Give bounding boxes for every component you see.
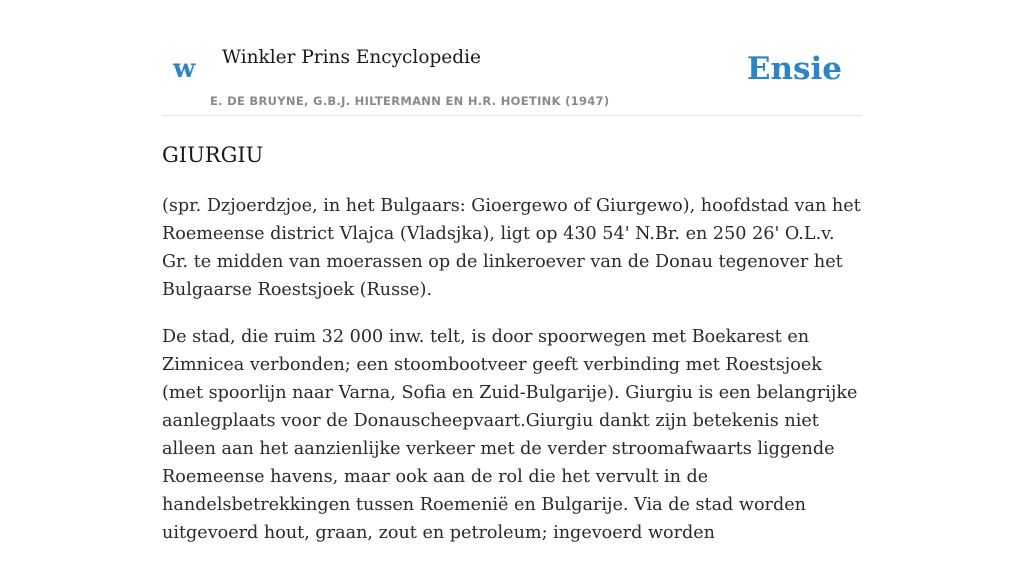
ensie-logo-link[interactable]: Ensie [746,51,842,87]
entry-title: GIURGIU [162,143,264,167]
source-title-link[interactable]: Winkler Prins Encyclopedie [222,47,481,68]
article-paragraph: De stad, die ruim 32 000 inw. telt, is door spoorwegen met Boekarest en Zimnicea verbonden; een stoombootveer geeft verbinding met Roestsjoek (met spoorlijn naar Varna, Sofia en Zuid-Bulgarije). Giurgiu is een belangrijke aanlegplaats voor de Donauscheepvaart.Giurgiu dankt zijn betekenis niet alleen aan het aanzienlijke verkeer met de verder stroomafwaarts liggende Roemeense havens, maar ook aan de rol die het vervult in de handelsbetrekkingen tussen Roemenië en Bulgarije. Via de stad worden uitgevoerd hout, graan, zout en petroleum; ingevoerd worden [162,327,858,543]
article-paragraph: (spr. Dzjoerdzjoe, in het Bulgaars: Gioergewo of Giurgewo), hoofdstad van het Roemeense district Vlajca (Vladsjka), ligt op 430 54' N.Br. en 250 26' O.L.v. Gr. te midden van moerassen op de linkeroever van de Donau tegenover het Bulgaarse Roestsjoek (Russe). [162,196,861,300]
winkler-prins-logo-icon[interactable]: w [173,54,196,84]
article-body [162,192,862,566]
source-header [162,40,862,116]
source-authors: E. DE BRUYNE, G.B.J. HILTERMANN EN H.R. HOETINK (1947) [210,94,610,108]
